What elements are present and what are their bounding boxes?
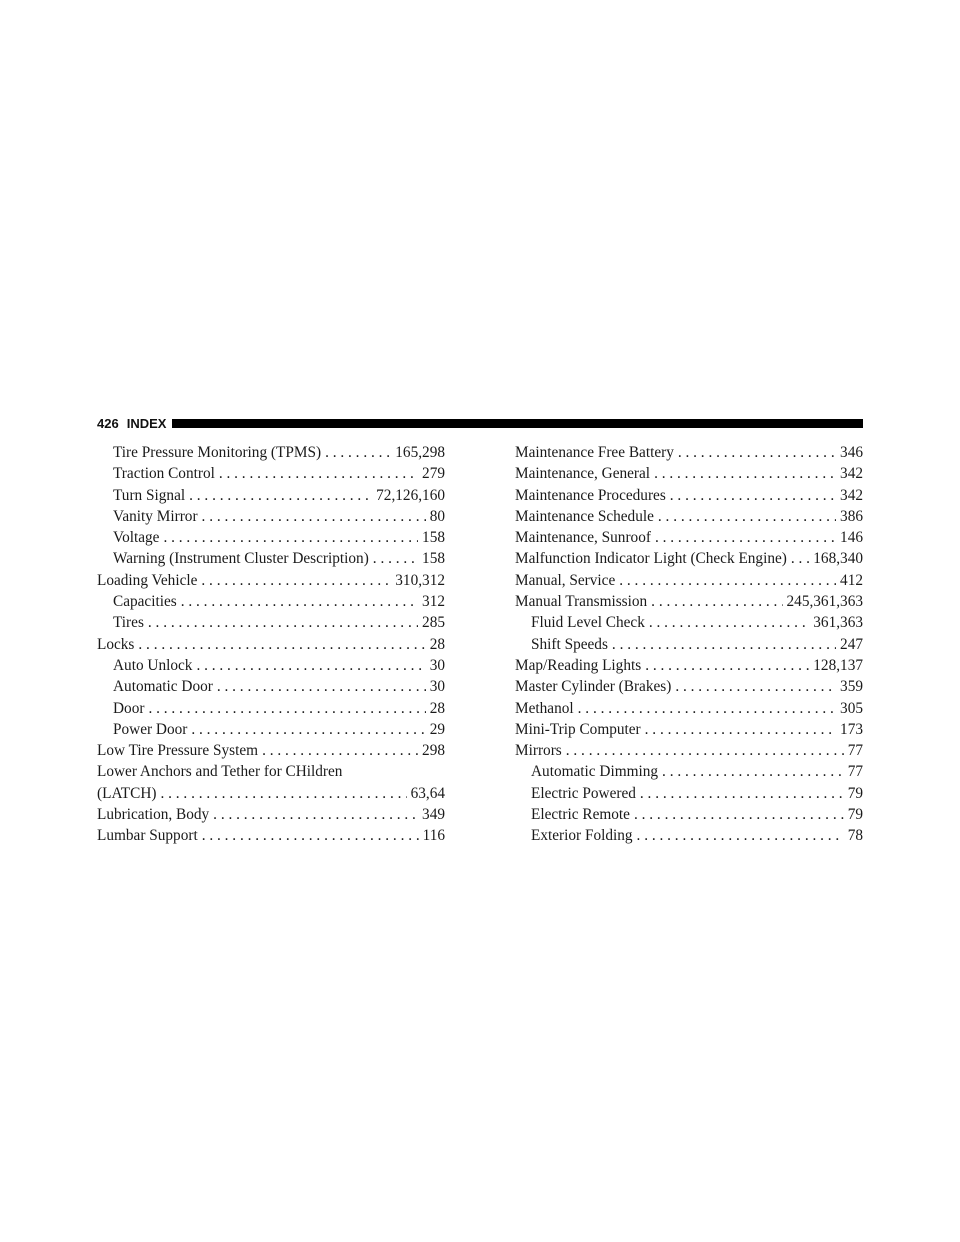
index-entry [97,485,445,506]
index-entry-page: 79 [847,784,863,802]
dot-leader [148,698,425,719]
index-entry [515,634,863,655]
index-entry-label: Maintenance Free Battery [515,444,674,461]
dot-leader [637,825,844,846]
index-entry [515,570,863,591]
index-entry [515,485,863,506]
index-entry-label: Warning (Instrument Cluster Description) [113,550,369,568]
index-entry-page: 30 [429,678,445,696]
index-entry-page: 412 [840,571,863,589]
index-entry-label: Methanol [515,699,574,717]
index-entry-page: 128,137 [813,656,863,674]
index-entry [97,442,445,463]
dot-leader [373,548,418,569]
index-entry-label: Electric Powered [531,784,636,802]
index-entry [515,698,863,719]
dot-leader [634,804,844,825]
index-entry [97,783,445,804]
dot-leader [189,485,372,506]
index-entry-page: 78 [847,827,863,845]
index-entry-page: 63,64 [410,784,445,802]
index-entry-page: 361,363 [813,614,863,632]
index-entry-label: Door [113,699,145,717]
index-entry [515,591,863,612]
section-title: INDEX [126,415,167,431]
index-entry-page: 77 [847,742,863,760]
dot-leader [791,548,809,569]
index-entry-label: Manual, Service [515,571,616,589]
dot-leader [219,463,418,484]
index-entry-page: 79 [847,806,863,824]
index-entry-label: Maintenance Schedule [515,507,654,525]
dot-leader [651,591,782,612]
index-entry-label: Maintenance, General [515,465,651,483]
index-entry [97,719,445,740]
index-entry [97,655,445,676]
dot-leader [566,740,844,761]
index-entry [97,634,445,655]
index-entry-label: Exterior Folding [531,827,633,845]
dot-leader [138,634,425,655]
index-entry [97,591,445,612]
index-entry-label: Automatic Door [113,678,213,696]
index-entry-page: 298 [422,742,445,760]
index-entry-label: Manual Transmission [515,593,648,611]
index-entry [515,825,863,846]
index-entry [97,463,445,484]
dot-leader [670,485,836,506]
index-entry-page: 346 [840,444,863,461]
dot-leader [612,634,836,655]
index-entry-label: Mini-Trip Computer [515,720,641,738]
index-entry [97,740,445,761]
index-entry-label: Vanity Mirror [113,507,198,525]
dot-leader [678,442,836,463]
index-entry-label: Voltage [113,529,160,547]
index-entry-page: 80 [429,507,445,525]
index-entry [515,761,863,782]
index-entry-page: 305 [840,699,863,717]
dot-leader [662,761,844,782]
index-entry [515,506,863,527]
dot-leader [325,442,391,463]
index-entry-page: 349 [422,806,445,824]
index-entry-page: 146 [840,529,863,547]
dot-leader [262,740,418,761]
index-entry-page: 30 [429,656,445,674]
index-entry [97,676,445,697]
dot-leader [217,676,426,697]
dot-leader [163,527,418,548]
page-header [97,414,863,432]
index-entry-label: Lower Anchors and Tether for CHildren [97,763,343,781]
dot-leader [201,570,391,591]
page-number: 426 [97,415,119,431]
index-entry [515,548,863,569]
index-entry [515,527,863,548]
index-entry-label: Auto Unlock [113,656,193,674]
index-entry [515,783,863,804]
index-entry-label: Turn Signal [113,486,186,504]
index-entry [97,570,445,591]
dot-leader [191,719,425,740]
index-entry [515,740,863,761]
index-entry-label: Loading Vehicle [97,571,198,589]
index-entry-label: Electric Remote [531,806,630,824]
dot-leader [675,676,836,697]
dot-leader [202,506,426,527]
index-entry [97,506,445,527]
index-entry-page: 165,298 [395,444,445,461]
index-entry-label: Power Door [113,720,188,738]
index-entry-label: Maintenance, Sunroof [515,529,651,547]
dot-leader [655,527,836,548]
dot-leader [658,506,836,527]
dot-leader [619,570,836,591]
index-entry-label: Capacities [113,593,177,611]
index-entry [97,804,445,825]
index-entry-label: Low Tire Pressure System [97,742,259,760]
index-entry-page: 116 [422,827,445,845]
index-entry [97,825,445,846]
index-entry-page: 245,361,363 [786,593,863,611]
index-entry [97,548,445,569]
index-entry-page: 359 [840,678,863,696]
index-entry-label: Lumbar Support [97,827,198,845]
index-entry [515,612,863,633]
dot-leader [640,783,844,804]
index-entry-page: 168,340 [813,550,863,568]
index-entry-page: 158 [422,550,445,568]
dot-leader [645,719,836,740]
index-entry-label: Fluid Level Check [531,614,645,632]
index-entry-page: 279 [422,465,445,483]
index-entry-label: Map/Reading Lights [515,656,642,674]
index-entry-label: Automatic Dimming [531,763,659,781]
index-entry-page: 29 [429,720,445,738]
index-entry [515,655,863,676]
index-entry [515,442,863,463]
index-entry [515,463,863,484]
dot-leader [649,612,809,633]
index-entry-label: Mirrors [515,742,562,760]
index-entry-label: Maintenance Procedures [515,486,666,504]
index-entry-page: 77 [847,763,863,781]
index-entry [515,804,863,825]
index-entry-page: 28 [429,699,445,717]
index-entry-page: 386 [840,507,863,525]
index-entry-page: 28 [429,635,445,653]
dot-leader [181,591,418,612]
index-entry-label: (LATCH) [97,784,157,802]
index-column-left [97,442,445,847]
index-entry-page: 247 [840,635,863,653]
index-column-right [515,442,863,847]
index-entry [97,612,445,633]
index-entry-label: Malfunction Indicator Light (Check Engine) [515,550,787,568]
dot-leader [196,655,425,676]
index-entry-label: Tires [113,614,144,632]
index-entry-label: Locks [97,635,135,653]
index-entry-page: 310,312 [395,571,445,589]
dot-leader [148,612,418,633]
index-entry-page: 72,126,160 [376,486,445,504]
index-entry [515,719,863,740]
dot-leader [202,825,419,846]
index-entry [97,761,445,782]
index-entry-label: Shift Speeds [531,635,608,653]
index-entry-label: Tire Pressure Monitoring (TPMS) [113,444,322,461]
index-entry-page: 342 [840,486,863,504]
index-entry [515,676,863,697]
dot-leader [654,463,836,484]
dot-leader [160,783,406,804]
index-entry-page: 285 [422,614,445,632]
index-entry-page: 158 [422,529,445,547]
header-rule [172,419,863,428]
index-entry-label: Lubrication, Body [97,806,210,824]
dot-leader [213,804,418,825]
dot-leader [578,698,836,719]
index-entry [97,698,445,719]
index-entry-page: 312 [422,593,445,611]
index-entry-page: 173 [840,720,863,738]
index-entry-label: Master Cylinder (Brakes) [515,678,672,696]
index-entry-page: 342 [840,465,863,483]
index-entry-label: Traction Control [113,465,215,483]
dot-leader [645,655,809,676]
index-entry [97,527,445,548]
